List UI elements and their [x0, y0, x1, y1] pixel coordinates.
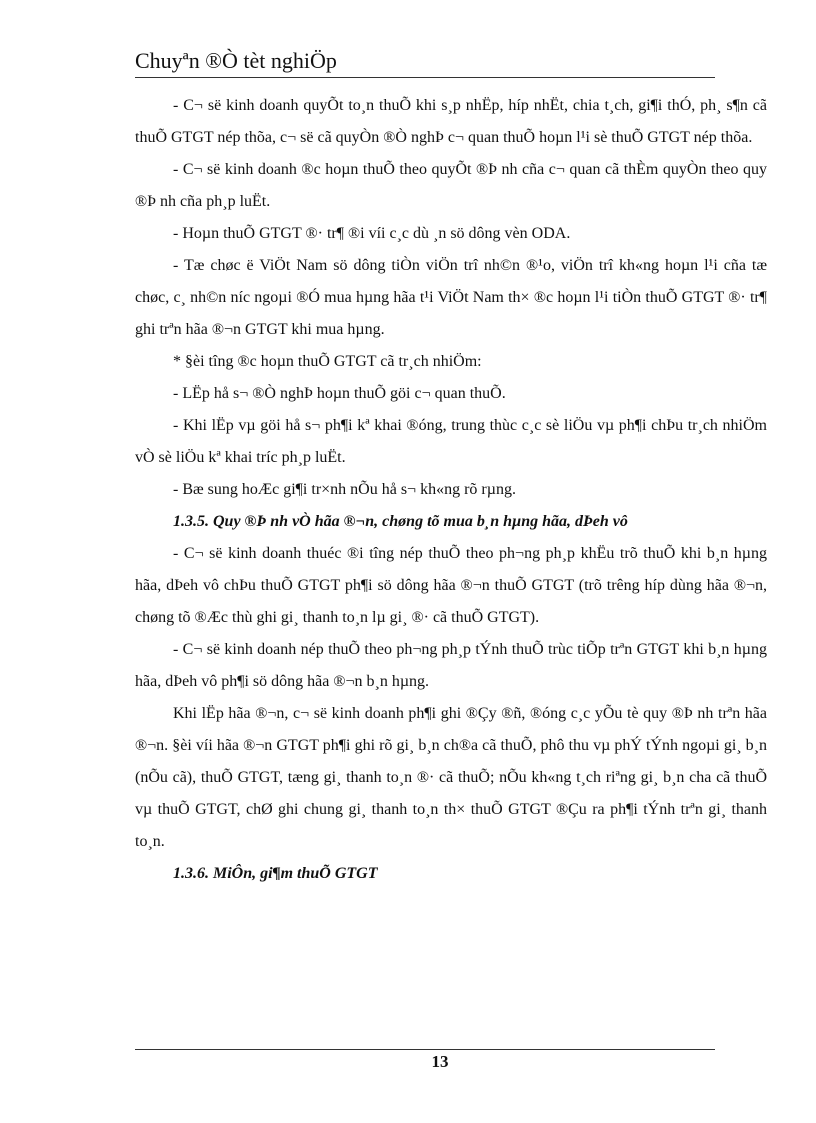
paragraph: Khi lËp hãa ®¬n, c¬ së kinh doanh ph¶i ghi ®Çy ®ñ, ®óng c¸c yÕu tè quy ®Þ nh trªn hãa ®¬n. §èi víi hãa ®¬n GTGT ph¶i ghi rõ gi¸ b¸n ch®a cã thuÕ, phô thu vµ phÝ tÝnh ngoµi gi¸ b¸n (nÕu cã), thuÕ GTGT, tæng gi¸ thanh to¸n ®· cã thuÕ; nÕu kh«ng t¸ch riªng gi¸ b¸n cha cã thuÕ vµ thuÕ GTGT, chØ ghi chung gi¸ thanh to¸n th× thuÕ GTGT ®Çu ra ph¶i tÝnh trªn gi¸ thanh to¸n.: [135, 705, 767, 850]
paragraph: - Bæ sung hoÆc gi¶i tr×nh nÕu hå s¬ kh«ng rõ rµng.: [173, 481, 516, 498]
paragraph: - Khi lËp vµ göi hå s¬ ph¶i kª khai ®óng, trung thùc c¸c sè liÖu vµ ph¶i chÞu tr¸ch nhiÖm vÒ sè liÖu kª khai tríc ph¸p luËt.: [135, 417, 767, 466]
paragraph: - LËp hå s¬ ®Ò nghÞ hoµn thuÕ göi c¬ quan thuÕ.: [173, 385, 506, 402]
section-heading: 1.3.5. Quy ®Þ nh vÒ hãa ®¬n, chøng tõ mua b¸n hµng hãa, dÞeh vô: [173, 513, 628, 530]
page-number: 13: [431, 1052, 449, 1071]
paragraph: - C¬ së kinh doanh quyÕt to¸n thuÕ khi s¸p nhËp, híp nhËt, chia t¸ch, gi¶i thÓ, ph¸ s¶n cã thuÕ GTGT nép thõa, c¬ së cã quyÒn ®Ò nghÞ c¬ quan thuÕ hoµn l¹i sè thuÕ GTGT nép thõa.: [135, 97, 767, 146]
header-rule: [135, 77, 715, 78]
paragraph: - C¬ së kinh doanh ®c hoµn thuÕ theo quyÕt ®Þ nh cña c¬ quan cã thÈm quyÒn theo quy ®Þ nh cña ph¸p luËt.: [135, 161, 767, 210]
footer-rule: [135, 1049, 715, 1050]
paragraph: - C¬ së kinh doanh nép thuÕ theo ph¬ng ph¸p tÝnh thuÕ trùc tiÕp trªn GTGT khi b¸n hµng hãa, dÞeh vô ph¶i sö dông hãa ®¬n b¸n hµng.: [135, 641, 767, 690]
paragraph: * §èi tîng ®c hoµn thuÕ GTGT cã tr¸ch nhiÖm:: [173, 353, 482, 370]
section-heading: 1.3.6. MiÔn, gi¶m thuÕ GTGT: [173, 865, 378, 882]
page-body: [135, 90, 767, 890]
paragraph: - Hoµn thuÕ GTGT ®· tr¶ ®i víi c¸c dù ¸n sö dông vèn ODA.: [173, 225, 571, 242]
paragraph: - Tæ chøc ë ViÖt Nam sö dông tiÒn viÖn trî nh©n ®¹o, viÖn trî kh«ng hoµn l¹i cña tæ chøc, c¸ nh©n níc ngoµi ®Ó mua hµng hãa t¹i ViÖt Nam th× ®c hoµn l¹i tiÒn thuÕ GTGT ®· tr¶ ghi trªn hãa ®¬n GTGT khi mua hµng.: [135, 257, 767, 338]
page-header-title: Chuyªn ®Ò tèt nghiÖp: [135, 48, 337, 73]
paragraph: - C¬ së kinh doanh thuéc ®i tîng nép thuÕ theo ph¬ng ph¸p khËu trõ thuÕ khi b¸n hµng hãa, dÞeh vô chÞu thuÕ GTGT ph¶i sö dông hãa ®¬n thuÕ GTGT (trõ trêng híp dùng hãa ®¬n, chøng tõ ®Æc thù ghi gi¸ thanh to¸n lµ gi¸ ®· cã thuÕ GTGT).: [135, 545, 767, 626]
